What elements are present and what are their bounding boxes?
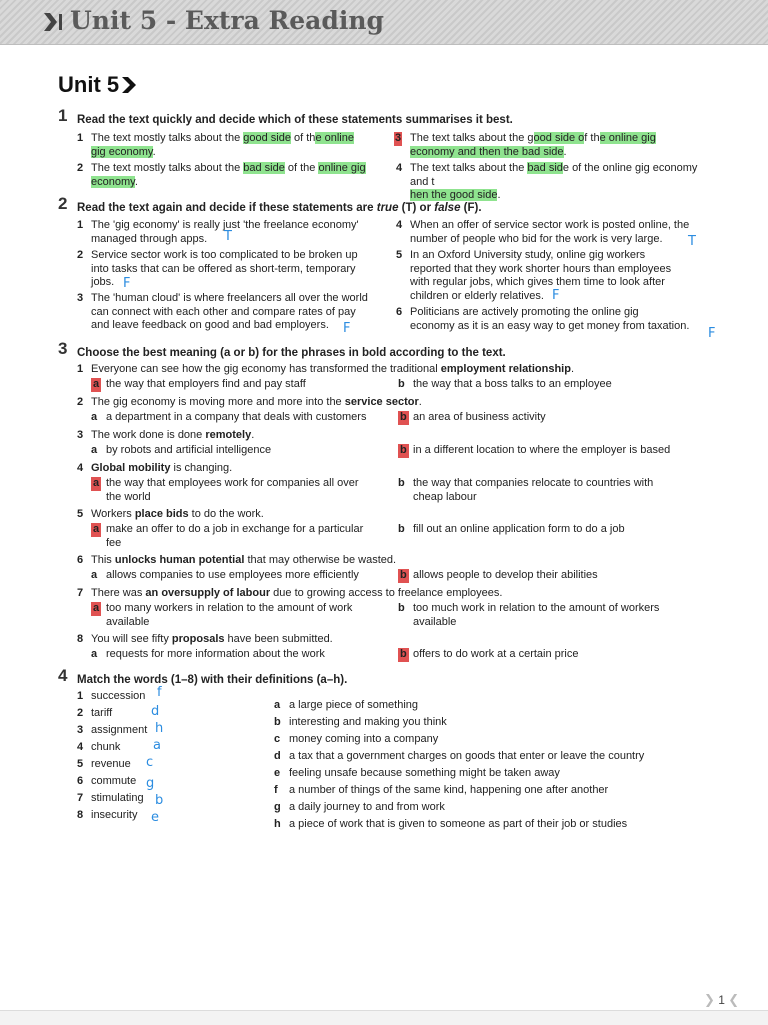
option-label: b: [398, 602, 405, 614]
question-number: 4: [58, 666, 68, 685]
answer-f[interactable]: F: [552, 288, 560, 303]
question-3-heading: [58, 339, 748, 361]
page-number: [704, 992, 739, 1008]
question-3: 3 Choose the best meaning (a or b) for the phrases in bold according to the text. 1 Everyone can see how the gig economy has transformed the traditional employment relationship. a the way that employers find and pay staff b the way that a boss talks to an employee 2 The gig economy is moving more and more into the service sector. a a department in a company that deals with customers b an area of business activity 3 The work done is done remotely. a by robots and artificial intelligence b in a different location to where the employer is based 4 Global mobility is changing. a the way that employees work for companies all over the world b the way that companies relocate to countries with cheap labour 5 Workers place bids to do the work. a make an offer to do a job in exchange for a particular fee b fill out an online application form to do a job 6 This unlocks human potential that may otherwise be wasted. a allows companies to use employees more efficiently b allows people to develop their abilities 7 There was an oversupply of labour due to growing access to freelance employees. a too many workers in relation to the amount of work available b too much work in relation to the amount of workers available 8 You will see fifty proposals have been submitted. a requests for more information about the work b offers to do work at a certain price: [58, 345, 748, 361]
selected-answer-marker: a: [93, 602, 100, 614]
question-instruction: Read the text quickly and decide which of these statements summarises it best.: [77, 114, 513, 126]
match-answer[interactable]: a: [153, 738, 161, 753]
chevron-right-icon[interactable]: ❯: [704, 992, 715, 1007]
page-number-text: 1: [718, 993, 725, 1007]
footer-bar: [0, 1010, 768, 1025]
option-label: b: [398, 477, 405, 489]
selected-answer-marker: b: [400, 444, 407, 456]
question-4: 4 Match the words (1–8) with their definitions (a–h). 1 succession f 2 tariff d 3 assignment h 4 chunk a 5 revenue c 6 commute g 7 stimulating b 8 insecurity e a a large piece of something b interesting and making you think c money coming into a company d a tax that a government charges on goods that enter or leave the country e feeling unsafe because something might be taken away f a number of things of the same kind, happening one after another g a daily journey to and from work h a piece of work that is given to someone as part of their job or studies: [58, 672, 748, 688]
question-number: 3: [58, 339, 68, 358]
item-text: The text mostly talks about the bad side of the online gig economy.: [91, 162, 366, 188]
chevron-right-icon: [121, 76, 137, 94]
question-2-heading: [58, 194, 748, 216]
unit-heading-text: Unit 5: [58, 72, 120, 97]
option-label: b: [398, 523, 405, 535]
item-text: The text talks about the bad side of the online gig economy and t hen the good side.: [410, 162, 698, 201]
answer-t[interactable]: T: [688, 234, 696, 249]
match-answer[interactable]: c: [146, 755, 154, 770]
selected-answer-marker: a: [93, 378, 100, 390]
question-2: 2 Read the text again and decide if these statements are true (T) or false (F). 1 The 'gig economy' is really just 'the freelance economy' managed through apps. T 2 Service sector work is too complicated to be broken up into tasks that can be offered as short-term, temporary jobs. F 3 The 'human cloud' is where freelancers all over the world can connect with each other and compare rates of pay and leave feedback on good and bad employers. F 4 When an offer of service sector work is posted online, the number of people who bid for the work is very large. T 5 In an Oxford University study, online gig workers reported that they work shorter hours than employees with regular jobs, which gives them time to look after children or elderly relatives. F 6 Politicians are actively promoting the online gig economy as it is an easy way to get money from taxation. F: [58, 200, 748, 216]
answer-f[interactable]: F: [343, 321, 351, 336]
question-instruction: Choose the best meaning (a or b) for the phrases in bold according to the text.: [77, 347, 506, 359]
option-label: a: [91, 444, 98, 456]
match-answer[interactable]: g: [146, 776, 155, 791]
chevron-right-icon: [42, 9, 64, 35]
option-label: a: [91, 411, 98, 423]
selected-answer-marker: b: [400, 411, 407, 423]
option-label: b: [398, 378, 405, 390]
question-instruction: Match the words (1–8) with their definitions (a–h).: [77, 674, 348, 686]
question-1: [58, 106, 748, 201]
selected-answer-marker: b: [400, 648, 407, 660]
answer-f[interactable]: F: [708, 326, 716, 341]
question-instruction: Read the text again and decide if these statements are true (T) or false (F).: [77, 202, 482, 214]
header-bar: [0, 0, 768, 45]
item-text: The text talks about the good side of the online gig economy and then the bad side.: [410, 132, 656, 158]
item-number: 4: [396, 162, 403, 174]
selected-answer-marker[interactable]: 3: [395, 132, 402, 144]
option-label: a: [91, 648, 98, 660]
match-answer[interactable]: d: [151, 704, 160, 719]
selected-answer-marker: a: [93, 523, 100, 535]
selected-answer-marker: b: [400, 569, 407, 581]
unit-heading: [58, 72, 137, 98]
question-1-heading: [58, 106, 748, 128]
answer-t[interactable]: T: [224, 229, 232, 244]
question-number: 1: [58, 106, 68, 125]
match-answer[interactable]: f: [157, 685, 162, 700]
selected-answer-marker: a: [93, 477, 100, 489]
answer-f[interactable]: F: [123, 276, 131, 291]
match-answer[interactable]: h: [155, 721, 164, 736]
item-number: 2: [77, 162, 84, 174]
match-answer[interactable]: e: [151, 810, 159, 825]
item-number: 1: [77, 132, 84, 144]
page-header-title: Unit 5 - Extra Reading: [70, 6, 385, 35]
option-label: a: [91, 569, 98, 581]
item-text: The text mostly talks about the good side of the online gig economy.: [91, 132, 354, 158]
chevron-left-icon[interactable]: ❮: [728, 992, 740, 1007]
question-number: 2: [58, 194, 68, 213]
match-answer[interactable]: b: [155, 793, 164, 808]
